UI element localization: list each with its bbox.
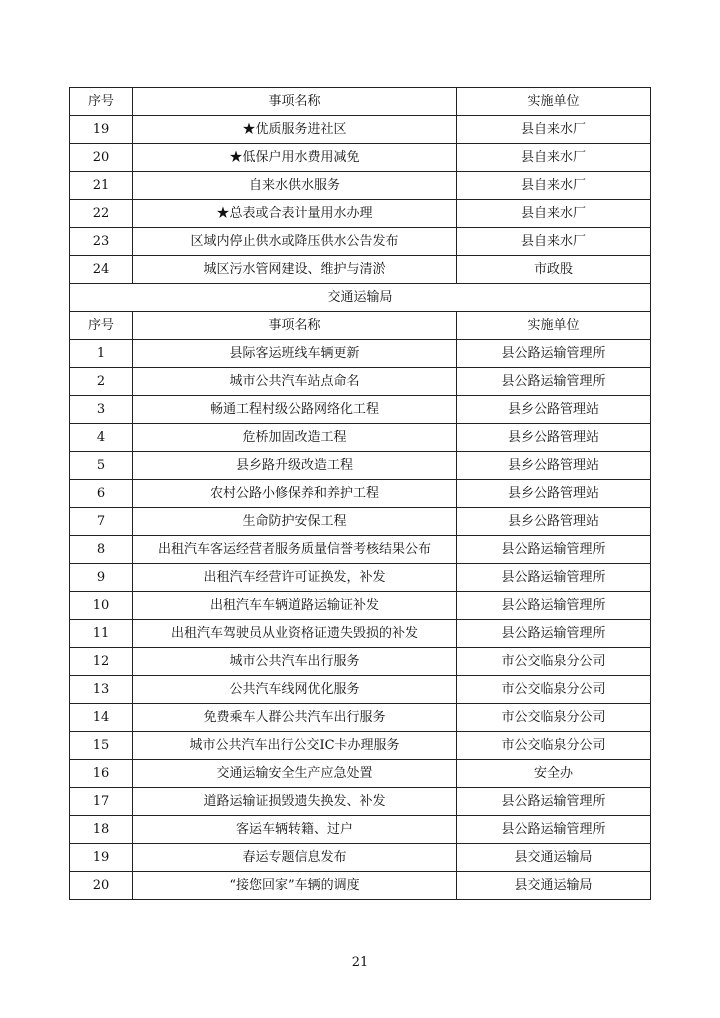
cell-seq: 9 [70,564,133,592]
cell-seq: 20 [70,144,133,172]
cell-name: 出租汽车车辆道路运输证补发 [133,592,457,620]
table-row [70,620,651,648]
cell-unit: 市政股 [457,256,651,284]
cell-unit: 县乡公路管理站 [457,508,651,536]
cell-seq: 16 [70,760,133,788]
cell-seq: 13 [70,676,133,704]
cell-unit: 市公交临泉分公司 [457,676,651,704]
page-number: 21 [351,955,369,970]
cell-name: 交通运输安全生产应急处置 [133,760,457,788]
cell-unit: 县自来水厂 [457,144,651,172]
cell-seq: 18 [70,816,133,844]
cell-unit: 县公路运输管理所 [457,368,651,396]
cell-unit: 市公交临泉分公司 [457,704,651,732]
cell-seq: 5 [70,452,133,480]
table-row [70,368,651,396]
table-row [70,116,651,144]
cell-seq: 14 [70,704,133,732]
table-row [70,676,651,704]
header-unit: 实施单位 [457,88,651,116]
cell-seq: 24 [70,256,133,284]
cell-seq: 15 [70,732,133,760]
cell-seq: 4 [70,424,133,452]
table-row [70,452,651,480]
cell-name: 客运车辆转籍、过户 [133,816,457,844]
cell-seq: 7 [70,508,133,536]
cell-name: 城市公共汽车站点命名 [133,368,457,396]
cell-seq: 20 [70,872,133,900]
cell-name: 城区污水管网建设、维护与清淤 [133,256,457,284]
table-row [70,844,651,872]
header-row [70,88,651,116]
cell-seq: 21 [70,172,133,200]
table-row [70,424,651,452]
table-row [70,564,651,592]
cell-seq: 19 [70,844,133,872]
cell-seq: 22 [70,200,133,228]
header-name: 事项名称 [133,88,457,116]
table-row [70,172,651,200]
cell-seq: 6 [70,480,133,508]
cell-name: “接您回家”车辆的调度 [133,872,457,900]
cell-unit: 县自来水厂 [457,200,651,228]
cell-unit: 县公路运输管理所 [457,340,651,368]
cell-unit: 县乡公路管理站 [457,480,651,508]
table-row [70,396,651,424]
section-title: 交通运输局 [70,284,651,312]
cell-seq: 11 [70,620,133,648]
cell-name: 县乡路升级改造工程 [133,452,457,480]
cell-seq: 12 [70,648,133,676]
section-row [70,284,651,312]
cell-seq: 8 [70,536,133,564]
cell-unit: 县公路运输管理所 [457,816,651,844]
cell-name: 出租汽车驾驶员从业资格证遗失毁损的补发 [133,620,457,648]
header-seq: 序号 [70,312,133,340]
cell-unit: 县乡公路管理站 [457,452,651,480]
cell-unit: 安全办 [457,760,651,788]
table-body [70,88,651,900]
service-items-table [69,87,651,900]
cell-seq: 17 [70,788,133,816]
table-row [70,144,651,172]
table-row [70,816,651,844]
cell-seq: 3 [70,396,133,424]
cell-unit: 市公交临泉分公司 [457,648,651,676]
cell-seq: 23 [70,228,133,256]
header-name: 事项名称 [133,312,457,340]
table-row [70,732,651,760]
table-row [70,480,651,508]
cell-name: 城市公共汽车出行公交IC卡办理服务 [133,732,457,760]
cell-unit: 市公交临泉分公司 [457,732,651,760]
cell-name: 春运专题信息发布 [133,844,457,872]
cell-unit: 县自来水厂 [457,172,651,200]
cell-name: 畅通工程村级公路网络化工程 [133,396,457,424]
cell-name: 县际客运班线车辆更新 [133,340,457,368]
cell-name: 区域内停止供水或降压供水公告发布 [133,228,457,256]
table-row [70,704,651,732]
cell-name: 城市公共汽车出行服务 [133,648,457,676]
cell-name: ★低保户用水费用减免 [133,144,457,172]
cell-name: ★优质服务进社区 [133,116,457,144]
table-row [70,256,651,284]
cell-unit: 县公路运输管理所 [457,788,651,816]
cell-unit: 县交通运输局 [457,872,651,900]
table-row [70,228,651,256]
cell-unit: 县乡公路管理站 [457,424,651,452]
cell-unit: 县乡公路管理站 [457,396,651,424]
cell-unit: 县公路运输管理所 [457,620,651,648]
cell-name: 危桥加固改造工程 [133,424,457,452]
cell-name: ★总表或合表计量用水办理 [133,200,457,228]
table-row [70,760,651,788]
cell-name: 出租汽车客运经营者服务质量信誉考核结果公布 [133,536,457,564]
table-row [70,200,651,228]
header-row [70,312,651,340]
cell-name: 生命防护安保工程 [133,508,457,536]
table-row [70,508,651,536]
cell-name: 农村公路小修保养和养护工程 [133,480,457,508]
table-row [70,648,651,676]
cell-name: 出租汽车经营许可证换发，补发 [133,564,457,592]
cell-unit: 县自来水厂 [457,228,651,256]
cell-unit: 县公路运输管理所 [457,536,651,564]
cell-unit: 县公路运输管理所 [457,564,651,592]
cell-seq: 19 [70,116,133,144]
cell-unit: 县交通运输局 [457,844,651,872]
cell-unit: 县自来水厂 [457,116,651,144]
cell-seq: 1 [70,340,133,368]
cell-name: 免费乘车人群公共汽车出行服务 [133,704,457,732]
table-row [70,592,651,620]
cell-unit: 县公路运输管理所 [457,592,651,620]
cell-name: 道路运输证损毁遗失换发、补发 [133,788,457,816]
cell-seq: 2 [70,368,133,396]
table-row [70,536,651,564]
cell-seq: 10 [70,592,133,620]
table-row [70,340,651,368]
header-unit: 实施单位 [457,312,651,340]
table-row [70,788,651,816]
cell-name: 公共汽车线网优化服务 [133,676,457,704]
header-seq: 序号 [70,88,133,116]
table-row [70,872,651,900]
cell-name: 自来水供水服务 [133,172,457,200]
